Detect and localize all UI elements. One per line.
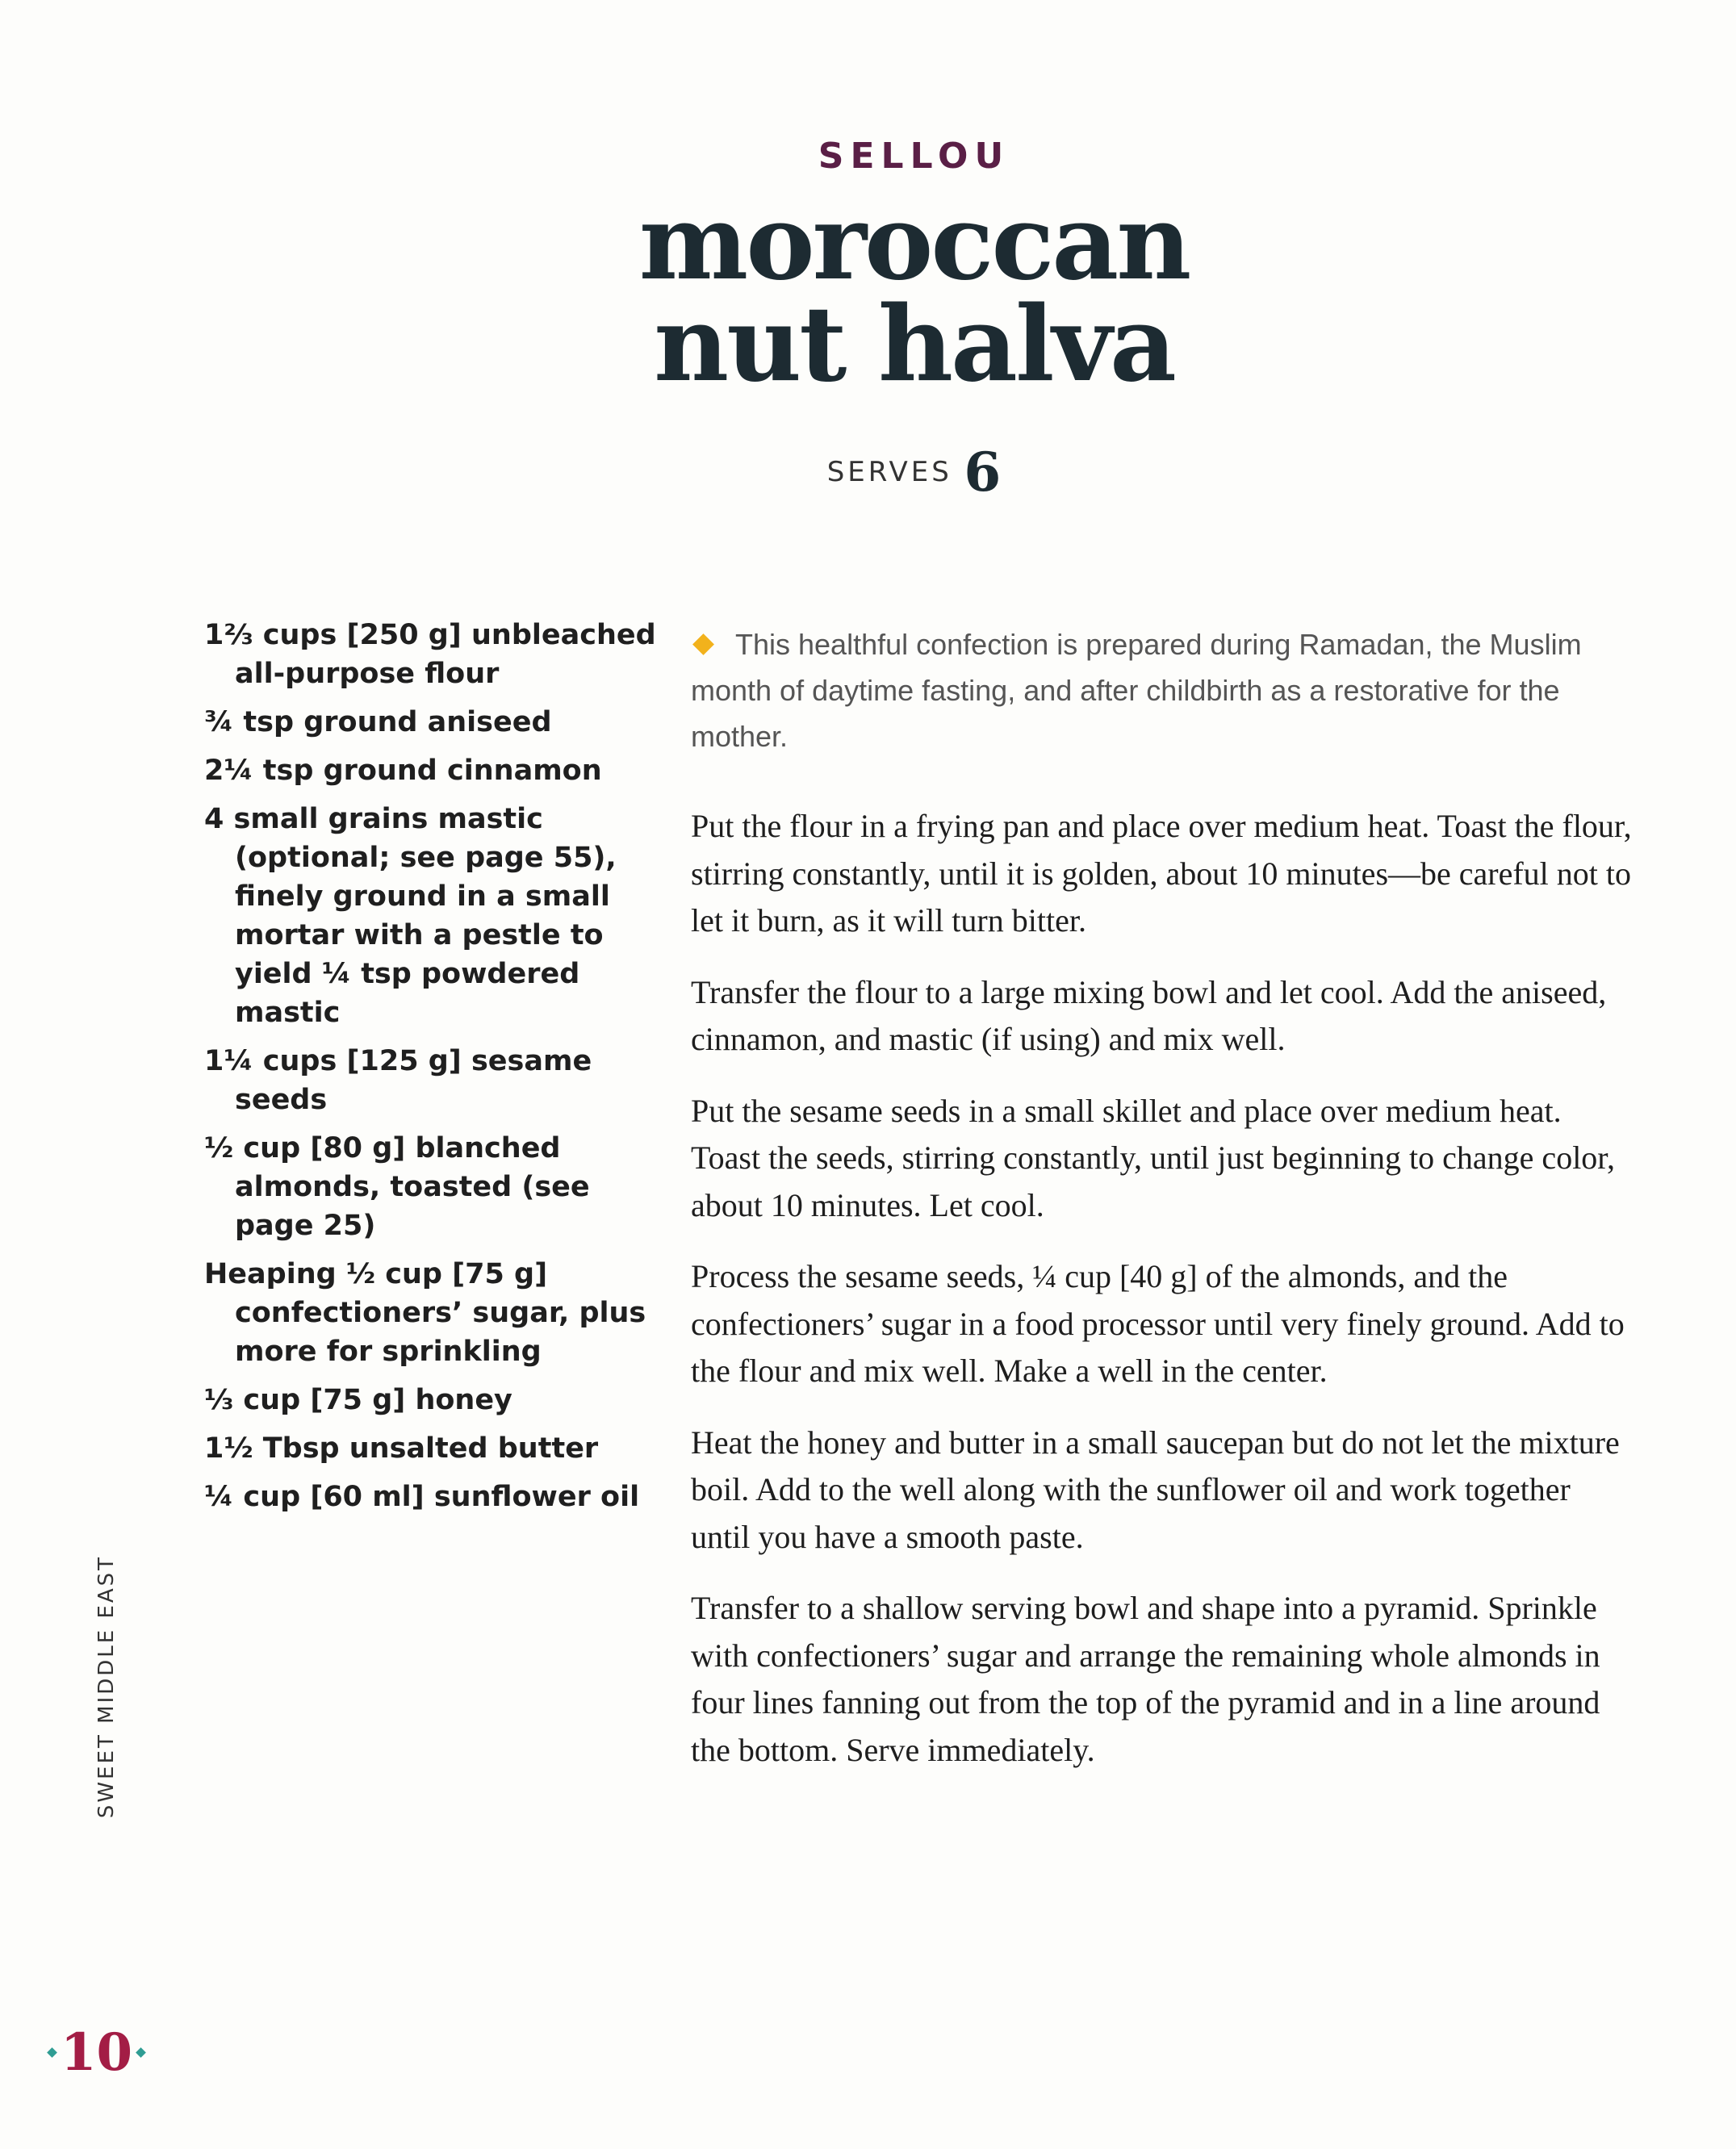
ingredient-item: 1¼ cups [125 g] sesame seeds [204,1045,592,1116]
ingredient-item: ¾ tsp ground aniseed [204,706,552,738]
serves-info [0,441,1736,504]
ingredient-item: 1⅔ cups [250 g] unbleached all-purpose flour [204,619,656,690]
recipe-title-line-2: nut halva [654,284,1174,405]
method-steps [691,803,1635,1798]
recipe-kicker: SELLOU [818,136,1010,177]
method-step: Transfer the flour to a large mixing bowl and let cool. Add the aniseed, cinnamon, and mastic (if using) and mix well. [691,973,1607,1057]
ingredient-item: 4 small grains mastic (optional; see page 55), finely ground in a small mortar with a pestle to yield ¼ tsp powdered mastic [204,803,617,1029]
ingredient-item: ½ cup [80 g] blanched almonds, toasted (see page 25) [204,1132,590,1242]
ingredient-item: Heaping ½ cup [75 g] confectioners’ sugar, plus more for sprinkling [204,1258,646,1368]
section-running-head: SWEET MIDDLE EAST [94,1554,119,1819]
serves-count: 6 [964,441,1002,504]
intro-text: This healthful confection is prepared during Ramadan, the Muslim month of daytime fasting, and after childbirth as a restorative for the mother. [691,628,1582,753]
page-number [48,2022,144,2083]
method-step: Heat the honey and butter in a small saucepan but do not let the mixture boil. Add to the well along with the sunflower oil and work together until you have a smooth paste. [691,1424,1620,1555]
method-step: Put the sesame seeds in a small skillet and place over medium heat. Toast the seeds, stirring constantly, until just beginning to change color, about 10 minutes. Let cool. [691,1092,1616,1223]
page-number-value: 10 [61,2022,133,2083]
recipe-title-line-1: moroccan [638,182,1190,303]
ingredient-item: 2¼ tsp ground cinnamon [204,755,602,787]
ingredient-item: 1½ Tbsp unsalted butter [204,1432,599,1465]
diamond-ornament-icon [136,2047,146,2058]
method-step: Transfer to a shallow serving bowl and shape into a pyramid. Sprinkle with confectioners’ sugar and arrange the remaining whole almonds in four lines fanning out from the top of the pyramid and in a line around the bottom. Serve immediately. [691,1590,1600,1768]
diamond-ornament-icon [47,2047,57,2058]
diamond-bullet-icon [692,634,714,656]
method-step: Process the sesame seeds, ¼ cup [40 g] of the almonds, and the confectioners’ sugar in a food processor until very finely ground. Add to the flour and mix well. Make a well in the center. [691,1258,1625,1389]
ingredient-item: ¼ cup [60 ml] sunflower oil [204,1481,640,1513]
method-step: Put the flour in a frying pan and place over medium heat. Toast the flour, stirring constantly, until it is golden, about 10 minutes—be careful not to let it burn, as it will turn bitter. [691,808,1632,939]
serves-label: SERVES [826,456,952,488]
recipe-title [0,182,1736,405]
recipe-intro [691,621,1611,759]
ingredient-list [204,616,664,1526]
ingredient-item: ⅓ cup [75 g] honey [204,1384,512,1416]
